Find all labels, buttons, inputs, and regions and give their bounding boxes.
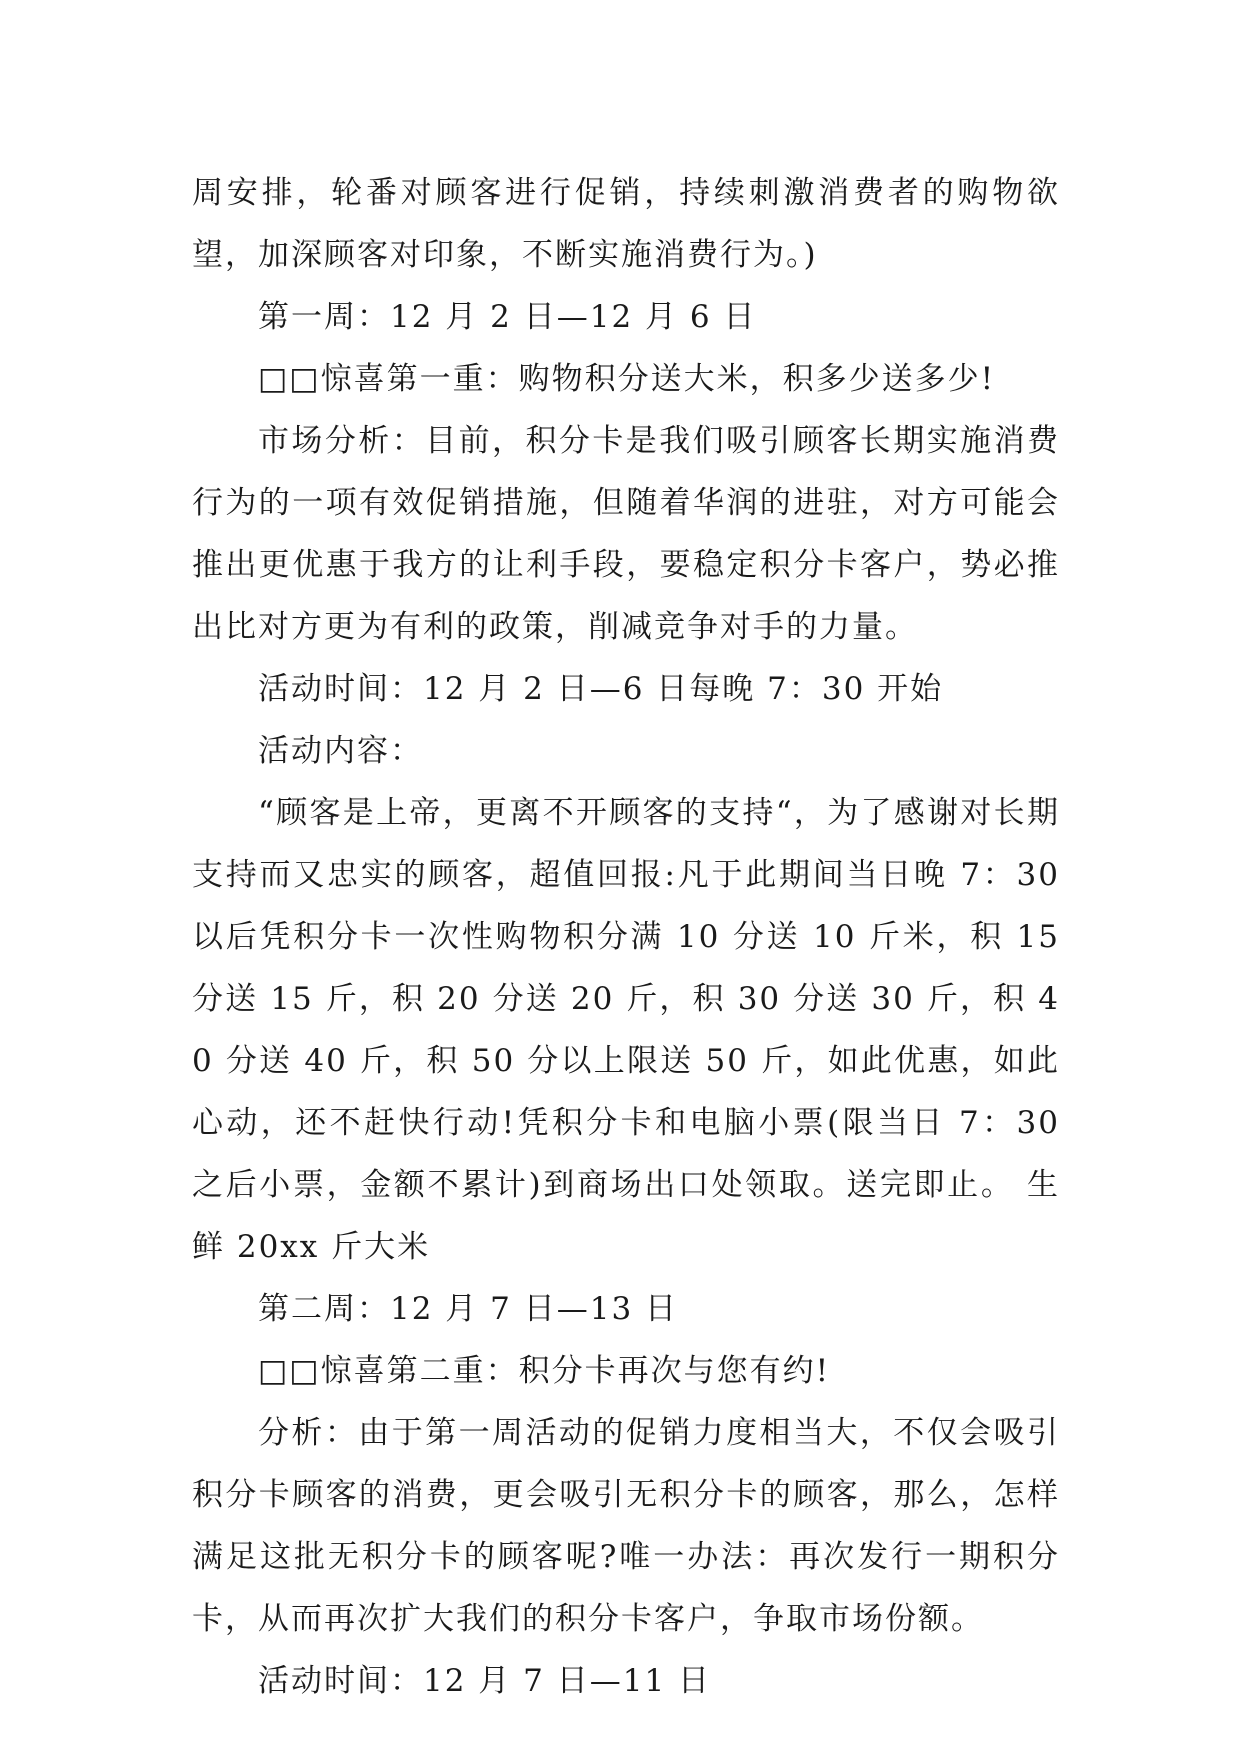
paragraph-analysis-two: 分析：由于第一周活动的促销力度相当大，不仅会吸引积分卡顾客的消费，更会吸引无积分卡的顾客，那么，怎样满足这批无积分卡的顾客呢?唯一办法：再次发行一期积分卡，从而再次扩大我们的积分卡客户，争取市场份额。 xyxy=(192,1415,1060,1637)
paragraph-week-two-heading: 第二周：12 月 7 日—13 日 xyxy=(258,1291,679,1327)
paragraph-1: 周安排，轮番对顾客进行促销，持续刺激消费者的购物欲望，加深顾客对印象，不断实施消费行为。) xyxy=(192,175,1060,273)
paragraph-activity-time-2: 活动时间：12 月 7 日—11 日 xyxy=(258,1663,712,1699)
document-body xyxy=(192,162,1072,1712)
paragraph-surprise-one: □□惊喜第一重：购物积分送大米，积多少送多少! xyxy=(258,361,996,397)
paragraph-surprise-two: □□惊喜第二重：积分卡再次与您有约! xyxy=(258,1353,831,1389)
paragraph-activity-time-1: 活动时间：12 月 2 日—6 日每晚 7：30 开始 xyxy=(258,671,944,707)
paragraph-activity-content: “顾客是上帝，更离不开顾客的支持“，为了感谢对长期支持而又忠实的顾客，超值回报:凡于此期间当日晚 7：30 以后凭积分卡一次性购物积分满 10 分送 10 斤米，积 15 分送 15 斤，积 20 分送 20 斤，积 30 分送 30 斤，积 40 分送 40 斤，积 50 分以上限送 50 斤，如此优惠，如此心动，还不赶快行动!凭积分卡和电脑小票(限当日 7：30 之后小票，金额不累计)到商场出口处领取。送完即止。 生鲜 20xx 斤大米 xyxy=(192,795,1072,1265)
paragraph-activity-content-heading: 活动内容： xyxy=(258,733,423,769)
paragraph-market-analysis: 市场分析：目前，积分卡是我们吸引顾客长期实施消费行为的一项有效促销措施，但随着华润的进驻，对方可能会推出更优惠于我方的让利手段，要稳定积分卡客户，势必推出比对方更为有利的政策，削减竞争对手的力量。 xyxy=(192,423,1060,645)
paragraph-week-one-heading: 第一周：12 月 2 日—12 月 6 日 xyxy=(258,299,757,335)
